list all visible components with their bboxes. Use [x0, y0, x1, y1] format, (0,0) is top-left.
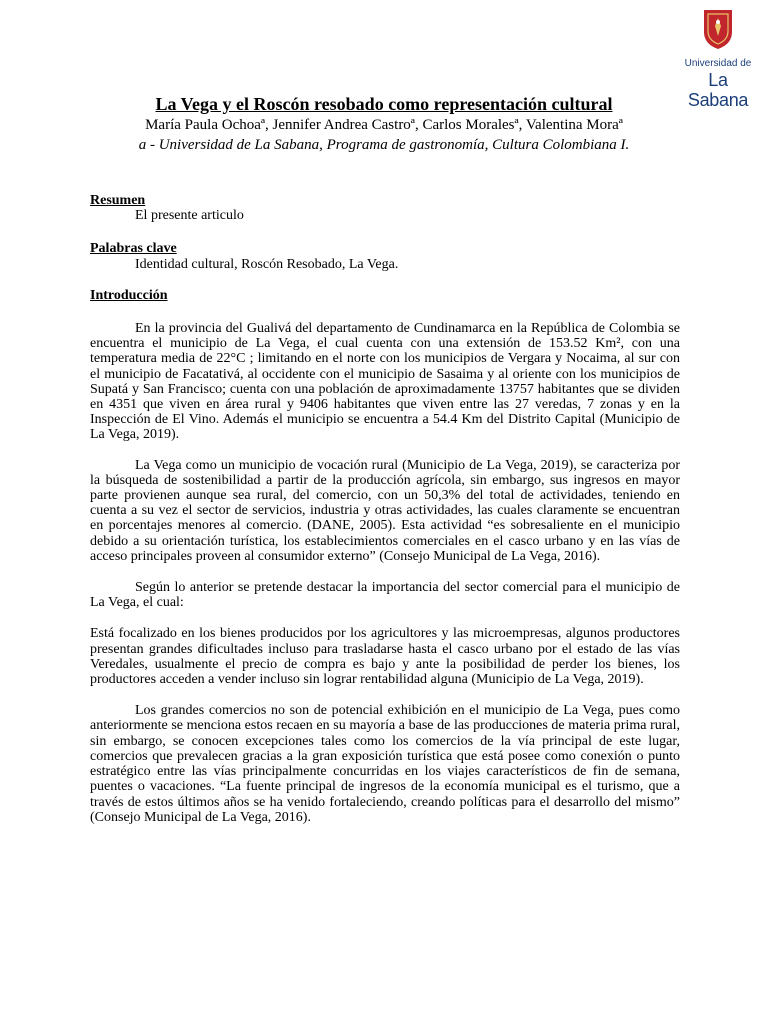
resumen-text: El presente articulo	[135, 208, 244, 224]
intro-paragraph-3: Según lo anterior se pretende destacar la importancia del sector comercial para el municipio de La Vega, el cual:	[90, 580, 680, 611]
paper-title: La Vega y el Roscón resobado como representación cultural	[155, 94, 613, 114]
intro-quote-paragraph: Está focalizado en los bienes producidos por los agricultores y las microempresas, algunos productores presentan grandes dificultades incluso para trasladarse hasta el casco urbano por el estado de las vías Veredales, usualmente el precio de compra es bajo y ante la posibilidad de perder los bienes, los productores acceden a vender incluso sin lograr rentabilidad alguna (Municipio de La Vega, 2019).	[90, 626, 680, 688]
resumen-heading: Resumen	[90, 193, 146, 208]
keywords-heading: Palabras clave	[90, 241, 177, 257]
logo-big-text: La Sabana	[687, 70, 749, 110]
intro-paragraph-1: En la provincia del Gualivá del departamento de Cundinamarca en la República de Colombia se encuentra el municipio de La Vega, el cual cuenta con una extensión de 153.52 Km², con una temperatura media de 22°C ; limitando en el norte con los municipios de Vergara y Nocaima, al sur con el municipio de Facatativá, al occidente con el municipio de Sasaima y al oriente con los municipios de Supatá y San Francisco; cuenta con una población de aproximadamente 13757 habitantes que se dividen en 4351 que viven en área rural y 9406 habitantes que viven entre las 27 veredas, 7 zonas y en la Inspección de El Vino. Además el municipio se encuentra a 54.4 Km del Distrito Capital (Municipio de La Vega, 2019).	[90, 321, 680, 443]
keywords-text: Identidad cultural, Roscón Resobado, La Vega.	[135, 256, 399, 272]
logo-small-text: Universidad de	[684, 58, 752, 69]
paper-body	[90, 193, 680, 825]
intro-paragraph-5: Los grandes comercios no son de potencial exhibición en el municipio de La Vega, pues como anteriormente se menciona estos recaen en su mayoría a base de las producciones de materia prima rural, sin embargo, se conocen excepciones tales como los comercios de la vía principal de este lugar, comercios que prevalecen gracias a la gran exposición turística que está posee como conexión o punto estratégico entre las vías principalmente concurridas en los viajes característicos de fin de semana, puentes o vacaciones. “La fuente principal de ingresos de la economía municipal es el turismo, que a través de estos últimos años se ha venido fortaleciendo, creando políticas para el desarrollo del mismo” (Consejo Municipal de La Vega, 2016).	[90, 703, 680, 825]
university-shield-icon	[702, 8, 734, 50]
intro-heading: Introducción	[90, 287, 168, 303]
affiliation: a - Universidad de La Sabana, Programa de gastronomía, Cultura Colombiana I.	[138, 137, 630, 153]
authors: María Paula Ochoaª, Jennifer Andrea Castroª, Carlos Moralesª, Valentina Moraª	[145, 117, 623, 133]
intro-paragraph-2: La Vega como un municipio de vocación rural (Municipio de La Vega, 2019), se caracteriza por la búsqueda de sostenibilidad a partir de la producción agrícola, sin embargo, sus ingresos en mayor parte provienen aunque sea rural, del comercio, con un 50,3% del total de actividades, teniendo en cuenta a su vez el sector de servicios, industria y otras actividades, las cuales claramente se encuentran en porcentajes menores al comercio. (DANE, 2005). Esta actividad “es sobresaliente en el municipio debido a su orientación turística, los establecimientos comerciales en el casco urbano y en las vías de acceso principales proveen al consumidor externo” (Consejo Municipal de La Vega, 2016).	[90, 457, 680, 564]
